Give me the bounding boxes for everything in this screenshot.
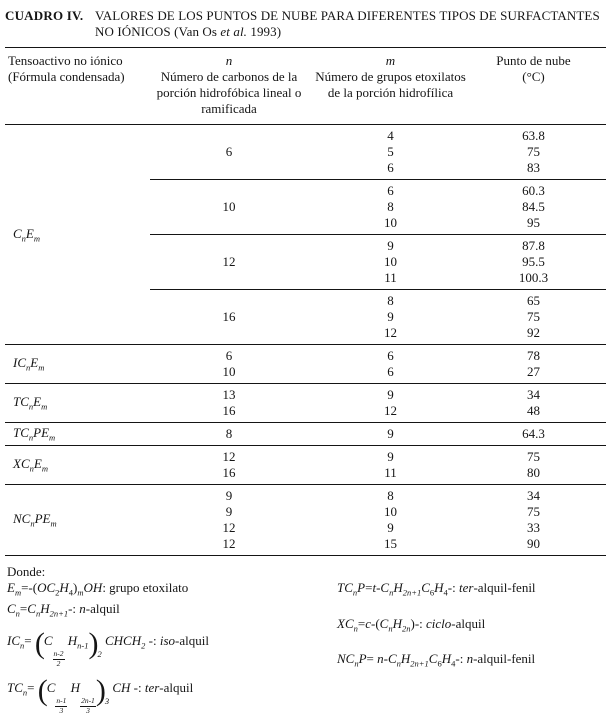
n-value: 16 bbox=[222, 403, 236, 418]
surfactant-group bbox=[5, 344, 606, 383]
table-header bbox=[5, 48, 606, 125]
m-value: 8 bbox=[387, 199, 394, 214]
cloudpoint-value: 90 bbox=[527, 536, 540, 551]
table-body bbox=[5, 125, 606, 555]
cloudpoint-value: 84.5 bbox=[522, 199, 545, 214]
header-cloudpoint-line1: Punto de nube bbox=[496, 53, 571, 68]
n-value: 10 bbox=[222, 199, 236, 214]
table-caption bbox=[5, 8, 606, 40]
footnote-donde: Donde: bbox=[7, 564, 46, 579]
cloudpoint-value: 48 bbox=[527, 403, 540, 418]
header-col-n bbox=[150, 53, 308, 117]
m-value: 9 bbox=[387, 387, 394, 402]
table-row-block bbox=[150, 289, 606, 344]
cloudpoint-value: 75 bbox=[527, 449, 540, 464]
cloudpoint-value: 75 bbox=[527, 309, 540, 324]
m-value: 9 bbox=[387, 309, 394, 324]
cloudpoint-value: 34 bbox=[527, 488, 540, 503]
header-col-surfactant bbox=[5, 53, 150, 117]
cloudpoint-value: 27 bbox=[527, 364, 540, 379]
m-value: 10 bbox=[384, 254, 397, 269]
footnote-formula: $XC_n=c-(C_nH_{2n})-$: ciclo-alquil bbox=[337, 615, 486, 633]
header-col-cloudpoint bbox=[473, 53, 606, 117]
n-value: 6 bbox=[225, 144, 233, 159]
header-n-symbol: n bbox=[225, 53, 233, 68]
footnote-formula: $E_m=-(OC_2H_4)_mOH$: grupo etoxilato bbox=[7, 580, 189, 598]
m-value: 5 bbox=[387, 144, 394, 159]
header-m-symbol: m bbox=[385, 53, 396, 68]
cloudpoint-value: 95.5 bbox=[522, 254, 545, 269]
table-row-block bbox=[150, 423, 606, 445]
cloudpoint-value: 34 bbox=[527, 387, 540, 402]
header-cloudpoint-line2: (°C) bbox=[522, 69, 545, 84]
n-value: 8 bbox=[225, 426, 233, 441]
surfactant-label: $TC_nPE_m$ bbox=[13, 425, 56, 443]
n-value: 16 bbox=[222, 309, 236, 324]
table-number: CUADRO IV. bbox=[5, 8, 84, 23]
m-value: 12 bbox=[384, 325, 397, 340]
footnote-formula: $IC_n= (C$ $\frac{n-2}{2}$ $H_{n-1})_2$ $CHCH_2$ -: iso-alquil bbox=[7, 627, 209, 668]
surfactant-label: $XC_nE_m$ bbox=[13, 456, 48, 474]
footnotes-left bbox=[7, 564, 337, 726]
table-row-block bbox=[150, 125, 606, 179]
cloudpoint-value: 100.3 bbox=[518, 270, 549, 285]
surfactant-group bbox=[5, 422, 606, 445]
n-value: 9 bbox=[225, 488, 233, 503]
cloudpoint-value: 65 bbox=[527, 293, 540, 308]
cloudpoint-value: 95 bbox=[527, 215, 540, 230]
footnote-formula: $NC_nP= n-C_nH_{2n+1}C_6H_4-$: n-alquil-fenil bbox=[337, 651, 536, 669]
cloudpoint-value: 33 bbox=[527, 520, 540, 535]
footnote-formula: $TC_nP=t-C_nH_{2n+1}C_6H_4-$: ter-alquil-fenil bbox=[337, 580, 536, 598]
cloudpoint-value: 78 bbox=[527, 348, 540, 363]
table-row-block bbox=[150, 485, 606, 555]
header-col1-line2: (Fórmula condensada) bbox=[8, 69, 125, 84]
surfactant-group bbox=[5, 125, 606, 344]
surfactant-group bbox=[5, 383, 606, 422]
table-row-block bbox=[150, 345, 606, 383]
footnotes-right bbox=[337, 564, 606, 726]
m-value: 9 bbox=[387, 520, 394, 535]
m-value: 6 bbox=[387, 183, 394, 198]
cloudpoint-value: 92 bbox=[527, 325, 540, 340]
header-n-desc: Número de carbonos de la porción hidrofóbica lineal o ramificada bbox=[156, 69, 302, 116]
cloudpoint-value: 83 bbox=[527, 160, 540, 175]
cloudpoint-value: 75 bbox=[527, 144, 540, 159]
n-value: 12 bbox=[222, 520, 236, 535]
data-table bbox=[5, 47, 606, 556]
cloudpoint-value: 80 bbox=[527, 465, 540, 480]
surfactant-group bbox=[5, 445, 606, 484]
m-value: 12 bbox=[384, 403, 397, 418]
m-value: 8 bbox=[387, 488, 394, 503]
m-value: 15 bbox=[384, 536, 397, 551]
header-col-m bbox=[308, 53, 473, 117]
m-value: 11 bbox=[384, 465, 397, 480]
cloudpoint-value: 75 bbox=[527, 504, 540, 519]
m-value: 9 bbox=[387, 449, 394, 464]
table-row-block bbox=[150, 384, 606, 422]
m-value: 10 bbox=[384, 504, 397, 519]
cloudpoint-value: 60.3 bbox=[522, 183, 545, 198]
footnotes bbox=[5, 556, 606, 726]
surfactant-label: $TC_nE_m$ bbox=[13, 394, 48, 412]
surfactant-group bbox=[5, 484, 606, 555]
n-value: 6 bbox=[225, 348, 233, 363]
n-value: 13 bbox=[222, 387, 236, 402]
footnote-formula: $C_n=C_nH_{2n+1}-$: n-alquil bbox=[7, 600, 120, 618]
n-value: 9 bbox=[225, 504, 233, 519]
m-value: 9 bbox=[387, 426, 394, 441]
surfactant-label: $NC_nPE_m$ bbox=[13, 511, 57, 529]
m-value: 10 bbox=[384, 215, 397, 230]
m-value: 6 bbox=[387, 364, 394, 379]
m-value: 6 bbox=[387, 160, 394, 175]
m-value: 6 bbox=[387, 348, 394, 363]
n-value: 12 bbox=[222, 536, 236, 551]
cloudpoint-value: 64.3 bbox=[522, 426, 545, 441]
header-m-desc: Número de grupos etoxilatos de la porción hidrofílica bbox=[315, 69, 466, 100]
n-value: 12 bbox=[222, 449, 236, 464]
n-value: 12 bbox=[222, 254, 236, 269]
n-value: 16 bbox=[222, 465, 236, 480]
table-title: VALORES DE LOS PUNTOS DE NUBE PARA DIFERENTES TIPOS DE SURFACTANTES NO IÓNICOS (Van Os et al. 1993) bbox=[95, 8, 600, 39]
m-value: 9 bbox=[387, 238, 394, 253]
table-row-block bbox=[150, 446, 606, 484]
cloudpoint-value: 87.8 bbox=[522, 238, 545, 253]
m-value: 4 bbox=[387, 128, 394, 143]
footnote-formula: $TC_n= (C$ $\frac{n-1}{3}$ H $\frac{2n-1}{3}$ )$_3$ CH -: ter-alquil bbox=[7, 674, 194, 715]
m-value: 11 bbox=[384, 270, 397, 285]
table-row-block bbox=[150, 234, 606, 289]
surfactant-label: $C_nE_m$ bbox=[13, 225, 41, 244]
table-row-block bbox=[150, 179, 606, 234]
n-value: 10 bbox=[222, 364, 236, 379]
surfactant-label: $IC_nE_m$ bbox=[13, 355, 45, 373]
m-value: 8 bbox=[387, 293, 394, 308]
header-col1-line1: Tensoactivo no iónico bbox=[8, 53, 123, 68]
cloudpoint-value: 63.8 bbox=[522, 128, 545, 143]
